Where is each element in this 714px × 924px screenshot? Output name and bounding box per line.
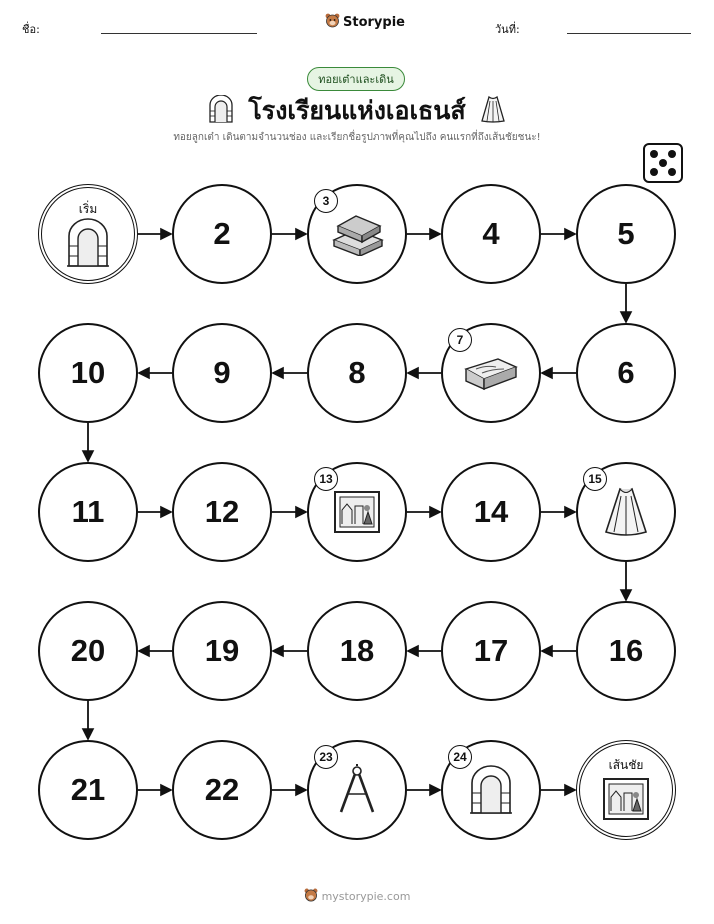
space-number-badge: 23 (314, 745, 338, 769)
space-number: 21 (70, 772, 106, 807)
board-space (38, 323, 138, 423)
painting-icon (602, 777, 650, 825)
board-space (307, 462, 407, 562)
space-number: 22 (204, 772, 240, 807)
space-number: 18 (339, 633, 375, 668)
date-label: วันที่: (495, 23, 520, 36)
title-row (0, 91, 714, 131)
space-number-badge: 24 (448, 745, 472, 769)
start-label: เริ่ม (78, 202, 98, 216)
space-number: 12 (204, 494, 240, 529)
footer-site: mystorypie.com (321, 890, 411, 903)
brand (325, 13, 405, 32)
arch-icon (469, 765, 513, 819)
board-space (172, 601, 272, 701)
board-space (441, 184, 541, 284)
cloak-icon (604, 486, 648, 542)
board-space (576, 462, 676, 562)
space-number: 8 (348, 355, 366, 390)
space-number: 9 (213, 355, 231, 390)
board-space (38, 462, 138, 562)
space-number: 14 (473, 494, 509, 529)
name-line[interactable] (101, 33, 257, 34)
arch-icon (208, 95, 234, 127)
space-number: 2 (213, 216, 231, 251)
arch-icon (66, 218, 110, 272)
board-space (307, 601, 407, 701)
finish-space (576, 740, 676, 840)
space-number-badge: 15 (583, 467, 607, 491)
space-number: 20 (70, 633, 106, 668)
board-space (307, 323, 407, 423)
space-number: 11 (71, 494, 105, 529)
game-type-badge: ทอยเต๋าและเดิน (307, 67, 405, 91)
board-space (307, 184, 407, 284)
space-number: 6 (617, 355, 635, 390)
instructions: ทอยลูกเต๋า เดินตามจำนวนช่อง และเรียกชื่อรูปภาพที่คุณไปถึง คนแรกที่ถึงเส้นชัยชนะ! (173, 132, 541, 143)
page-title: โรงเรียนแห่งเอเธนส์ (248, 96, 466, 125)
finish-label: เส้นชัย (608, 758, 644, 772)
board-space (441, 601, 541, 701)
space-number-badge: 7 (448, 328, 472, 352)
board-space (38, 740, 138, 840)
board-space (172, 323, 272, 423)
space-number: 16 (608, 633, 644, 668)
board-space (441, 323, 541, 423)
board-space (441, 740, 541, 840)
brand-name: Storypie (343, 15, 405, 30)
bear-logo-icon (325, 13, 340, 32)
compass-icon (335, 764, 379, 820)
start-space (38, 184, 138, 284)
space-number: 17 (473, 633, 509, 668)
board-space (172, 462, 272, 562)
space-number: 4 (482, 216, 500, 251)
painting-icon (333, 490, 381, 538)
space-number-badge: 3 (314, 189, 338, 213)
space-number-badge: 13 (314, 467, 338, 491)
space-number: 10 (70, 355, 106, 390)
board-space (576, 184, 676, 284)
board-space (441, 462, 541, 562)
cloak-icon (480, 95, 506, 127)
dice-icon (643, 143, 683, 183)
bear-logo-icon (304, 888, 318, 905)
marble-block-icon (462, 355, 520, 395)
board-space (307, 740, 407, 840)
footer (0, 888, 714, 905)
board-space (576, 323, 676, 423)
board-space (38, 601, 138, 701)
books-icon (330, 212, 384, 260)
name-label: ชื่อ: (22, 23, 40, 36)
date-line[interactable] (567, 33, 691, 34)
space-number: 5 (617, 216, 635, 251)
board-space (172, 184, 272, 284)
board-space (576, 601, 676, 701)
board-space (172, 740, 272, 840)
space-number: 19 (204, 633, 240, 668)
